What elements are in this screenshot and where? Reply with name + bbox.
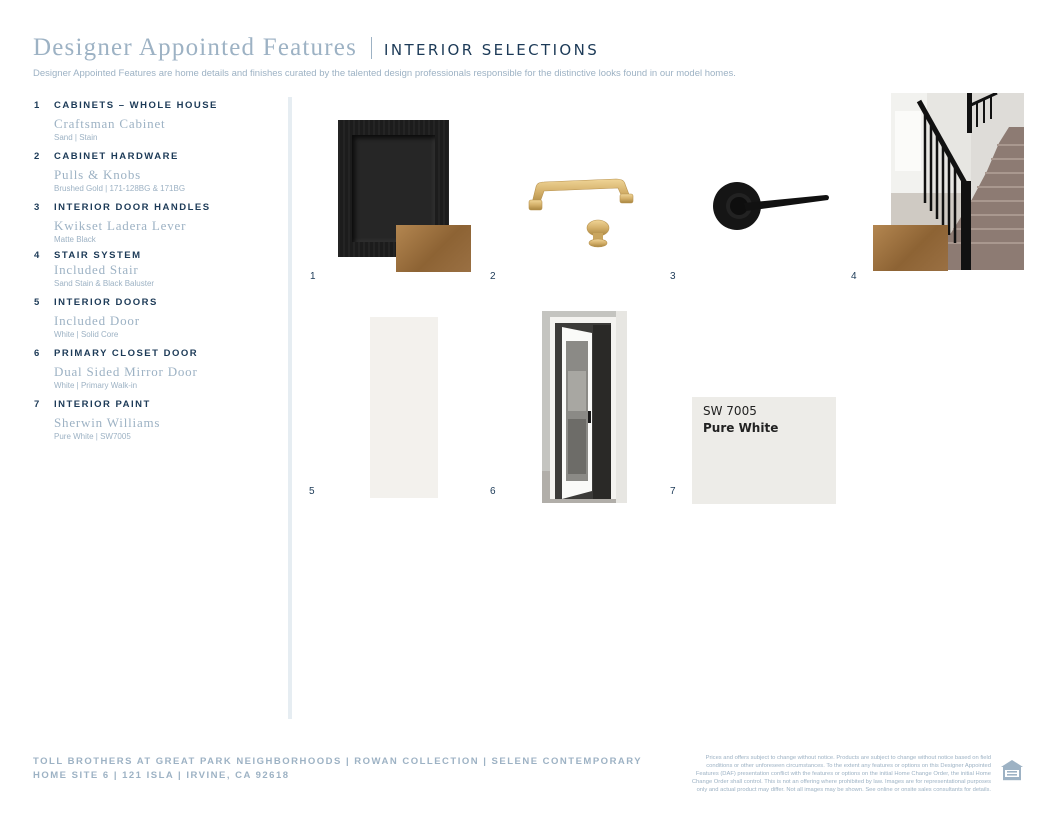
paint-code: SW 7005 <box>703 404 757 418</box>
selection-category: STAIR SYSTEM <box>54 250 142 261</box>
selection-item <box>34 348 284 390</box>
community-line: TOLL BROTHERS AT GREAT PARK NEIGHBORHOODS | ROWAN COLLECTION | SELENE CONTEMPORARY <box>33 756 643 767</box>
gallery-label: 1 <box>310 271 316 282</box>
section-title: INTERIOR SELECTIONS <box>384 41 600 59</box>
white-door-image <box>370 317 438 498</box>
selection-name: Pulls & Knobs <box>54 167 141 182</box>
page-title: Designer Appointed Features <box>33 34 358 61</box>
equal-housing-opportunity-icon <box>1000 758 1024 782</box>
selection-detail: Matte Black <box>54 235 96 244</box>
selection-number: 5 <box>34 297 41 308</box>
selection-number: 2 <box>34 151 41 162</box>
address-line: HOME SITE 6 | 121 ISLA | IRVINE, CA 92618 <box>33 770 290 781</box>
paint-swatch <box>692 397 836 504</box>
selection-number: 4 <box>34 250 41 261</box>
selection-number: 3 <box>34 202 41 213</box>
vertical-divider <box>288 97 292 719</box>
selection-detail: White | Solid Core <box>54 330 119 339</box>
selection-category: PRIMARY CLOSET DOOR <box>54 348 199 359</box>
selection-category: INTERIOR DOOR HANDLES <box>54 202 211 213</box>
selection-number: 7 <box>34 399 41 410</box>
mirror-door-photo <box>542 311 627 503</box>
selection-name: Sherwin Williams <box>54 415 161 430</box>
door-lever-image <box>708 175 833 240</box>
pull-and-knob-image <box>520 170 640 260</box>
selection-name: Included Door <box>54 313 140 328</box>
selection-name: Dual Sided Mirror Door <box>54 364 198 379</box>
gallery-label: 4 <box>851 271 857 282</box>
selection-category: INTERIOR DOORS <box>54 297 158 308</box>
page-header <box>33 34 1023 79</box>
selection-item <box>34 399 284 441</box>
selection-detail: Sand Stain & Black Baluster <box>54 279 155 288</box>
selection-detail: Pure White | SW7005 <box>54 432 131 441</box>
title-separator <box>371 37 372 59</box>
selection-item <box>34 100 284 142</box>
selection-number: 1 <box>34 100 41 111</box>
gallery-label: 5 <box>309 486 315 497</box>
gallery-label: 3 <box>670 271 676 282</box>
mirror-door-illustration <box>542 311 627 503</box>
selection-category: INTERIOR PAINT <box>54 399 151 410</box>
selection-item <box>34 297 284 339</box>
sand-stain-swatch <box>873 225 948 271</box>
selection-category: CABINETS – WHOLE HOUSE <box>54 100 218 111</box>
selection-detail: White | Primary Walk-in <box>54 381 138 390</box>
selection-detail: Brushed Gold | 171-128BG & 171BG <box>54 184 186 193</box>
selection-name: Kwikset Ladera Lever <box>54 218 187 233</box>
title-row <box>33 34 1023 62</box>
selection-number: 6 <box>34 348 41 359</box>
selection-item <box>34 202 284 244</box>
legal-disclaimer: Prices and offers subject to change without notice. Products are subject to change without notice based on field conditions or other unforeseen circumstances. To the extent any features or options on this Designer Appointed Features (DAF) presentation conflict with the features or options on the initial Home Change Order, the initial Home Change Order shall control. This is not an offering where prohibited by law. Images are for representational purposes only and actual product may differ. Not all images may be shown. See online or onsite sales consultants for details. <box>691 755 991 794</box>
gallery-label: 7 <box>670 486 676 497</box>
sand-stain-swatch <box>396 225 471 272</box>
selection-name: Craftsman Cabinet <box>54 116 166 131</box>
selection-item <box>34 250 284 288</box>
gallery-label: 2 <box>490 271 496 282</box>
selection-item <box>34 151 284 193</box>
community-info <box>33 755 642 783</box>
selection-name: Included Stair <box>54 262 139 277</box>
page-subtitle: Designer Appointed Features are home details and finishes curated by the talented design professionals responsible for the distinctive looks found in our model homes. <box>33 68 736 79</box>
selection-category: CABINET HARDWARE <box>54 151 179 162</box>
selection-detail: Sand | Stain <box>54 133 98 142</box>
paint-name: Pure White <box>703 421 779 435</box>
gallery-label: 6 <box>490 486 496 497</box>
selection-list <box>34 100 284 450</box>
